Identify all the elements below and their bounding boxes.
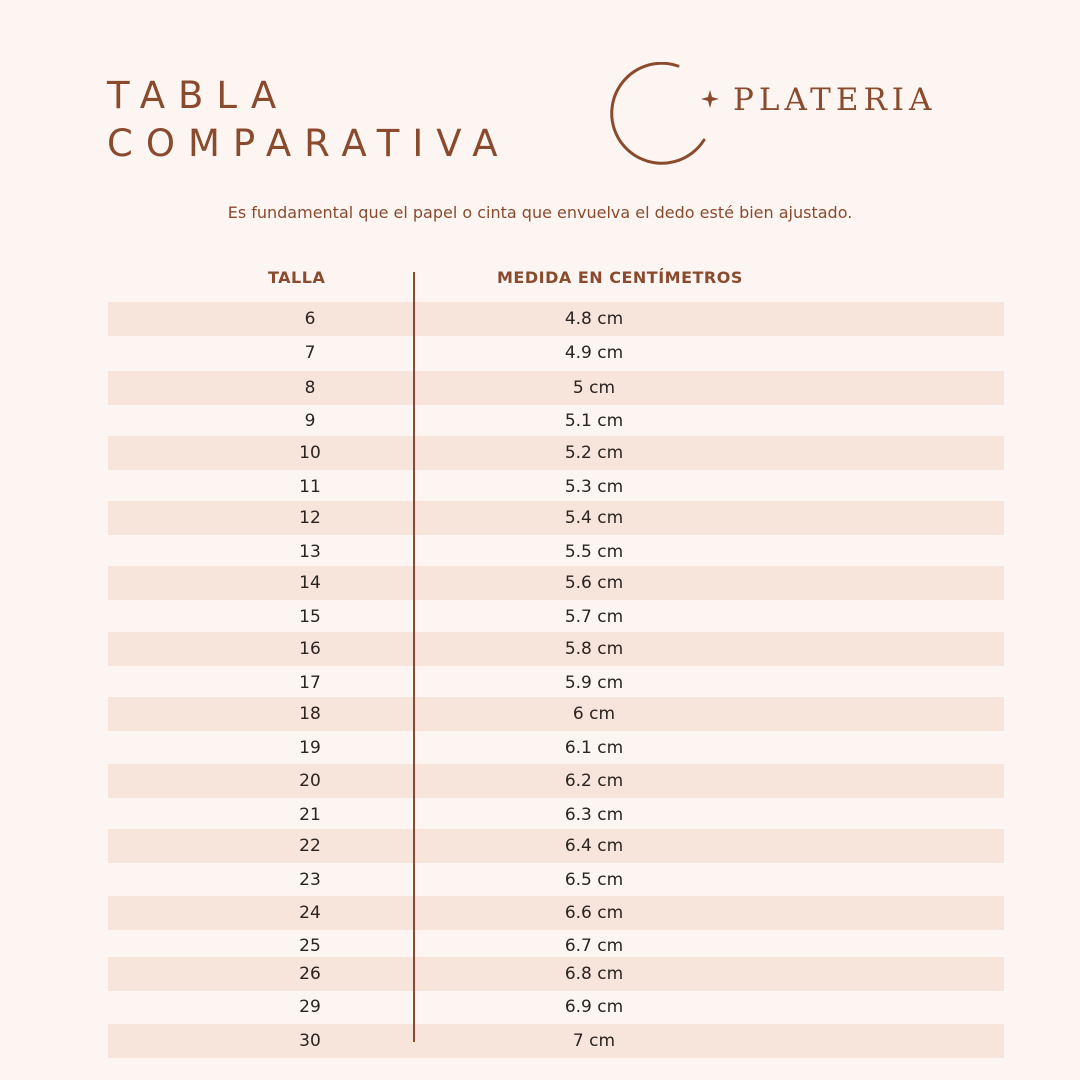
size-cell: 10: [299, 443, 321, 463]
measure-cell: 4.8 cm: [564, 309, 624, 329]
table-row: [108, 829, 1004, 863]
table-row: [108, 957, 1004, 991]
measure-cell: 6.2 cm: [564, 771, 624, 791]
title-line-1: TABLA: [107, 74, 290, 117]
measure-cell: 5.2 cm: [564, 443, 624, 463]
size-cell: 18: [299, 704, 321, 724]
table-row: [108, 302, 1004, 336]
size-cell: 17: [299, 673, 321, 693]
size-cell: 29: [299, 997, 321, 1017]
size-cell: 19: [299, 738, 321, 758]
table-row: [108, 566, 1004, 600]
measure-cell: 6.8 cm: [564, 964, 624, 984]
measure-cell: 5.6 cm: [564, 573, 624, 593]
table-row: [108, 632, 1004, 666]
brand-name: PLATERIA: [733, 82, 937, 118]
table-row: [108, 470, 1004, 504]
measure-cell: 4.9 cm: [564, 343, 624, 363]
table-row: [108, 896, 1004, 930]
column-header-measure: MEDIDA EN CENTÍMETROS: [497, 268, 743, 287]
size-cell: 23: [299, 870, 321, 890]
measure-cell: 5 cm: [572, 378, 616, 398]
table-row: [108, 1024, 1004, 1058]
table-row: [108, 697, 1004, 731]
table-row: [108, 666, 1004, 700]
size-cell: 22: [299, 836, 321, 856]
size-cell: 13: [299, 542, 321, 562]
measure-cell: 6.3 cm: [564, 805, 624, 825]
table-row: [108, 990, 1004, 1024]
measure-cell: 6.1 cm: [564, 738, 624, 758]
size-cell: 16: [299, 639, 321, 659]
measure-cell: 5.9 cm: [564, 673, 624, 693]
title-line-2: COMPARATIVA: [107, 122, 511, 165]
size-cell: 26: [299, 964, 321, 984]
size-cell: 11: [299, 477, 321, 497]
table-row: [108, 535, 1004, 569]
size-cell: 6: [304, 309, 316, 329]
measure-cell: 6.6 cm: [564, 903, 624, 923]
table-row: [108, 764, 1004, 798]
size-cell: 30: [299, 1031, 321, 1051]
table-row: [108, 731, 1004, 765]
instruction-text: Es fundamental que el papel o cinta que envuelva el dedo esté bien ajustado.: [227, 203, 853, 222]
table-row: [108, 404, 1004, 438]
table-row: [108, 600, 1004, 634]
measure-cell: 7 cm: [572, 1031, 616, 1051]
measure-cell: 6.7 cm: [564, 936, 624, 956]
size-cell: 9: [304, 411, 316, 431]
table-row: [108, 863, 1004, 897]
size-cell: 14: [299, 573, 321, 593]
measure-cell: 5.8 cm: [564, 639, 624, 659]
table-row: [108, 501, 1004, 535]
measure-cell: 5.7 cm: [564, 607, 624, 627]
measure-cell: 6.4 cm: [564, 836, 624, 856]
table-row: [108, 336, 1004, 370]
column-divider: [413, 272, 415, 1042]
measure-cell: 5.1 cm: [564, 411, 624, 431]
table-row: [108, 371, 1004, 405]
measure-cell: 6.9 cm: [564, 997, 624, 1017]
measure-cell: 6.5 cm: [564, 870, 624, 890]
measure-cell: 5.4 cm: [564, 508, 624, 528]
measure-cell: 5.5 cm: [564, 542, 624, 562]
size-cell: 21: [299, 805, 321, 825]
size-cell: 12: [299, 508, 321, 528]
table-row: [108, 436, 1004, 470]
measure-cell: 6 cm: [572, 704, 616, 724]
column-header-size: TALLA: [268, 268, 326, 287]
size-cell: 15: [299, 607, 321, 627]
table-row: [108, 798, 1004, 832]
size-cell: 25: [299, 936, 321, 956]
size-cell: 8: [304, 378, 316, 398]
size-cell: 24: [299, 903, 321, 923]
size-cell: 7: [304, 343, 316, 363]
size-cell: 20: [299, 771, 321, 791]
measure-cell: 5.3 cm: [564, 477, 624, 497]
